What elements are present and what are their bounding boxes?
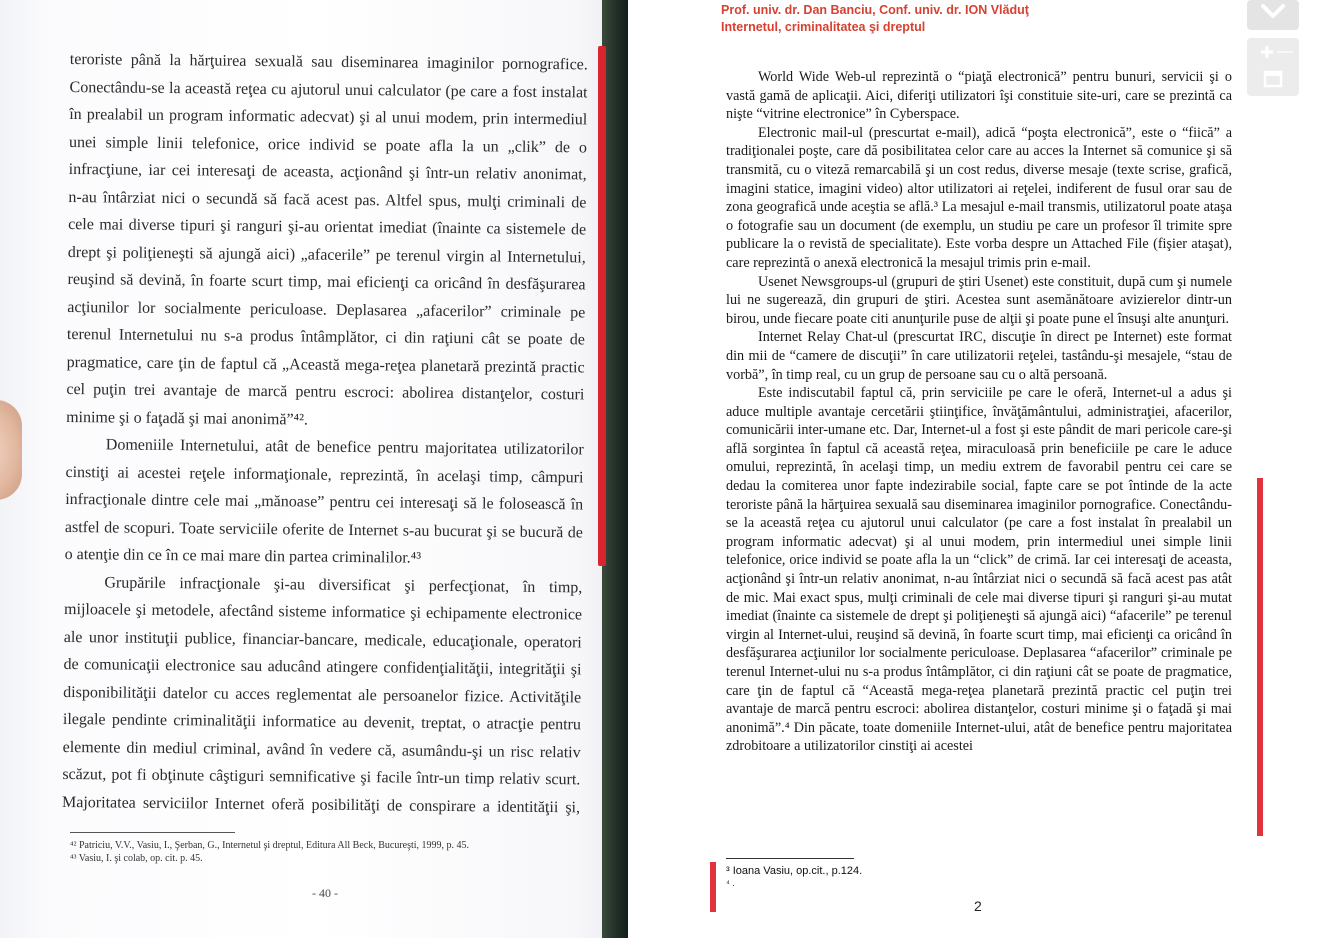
book-footnote: ⁴³ Vasiu, I. şi colab, op. cit. p. 45.: [70, 853, 203, 864]
book-text: [62, 46, 588, 821]
document-body: [726, 68, 1232, 756]
book-line: elemente din mediul criminal, având în vedere că, asumându-şi un risc relativ: [62, 738, 581, 761]
highlight-bar-right: [1257, 478, 1263, 836]
book-line: acţiunilor lor socialmente periculoase. Deplasarea „afacerilor” criminale pe: [67, 298, 586, 321]
collapse-button[interactable]: [1247, 0, 1299, 30]
book-line: ilegale pendinte criminalităţii informatice au devenit, treptat, o atracţie pentru: [62, 710, 582, 734]
book-line: unei simple linii telefonice, orice individ se poate afla la un „clik” de o: [68, 133, 588, 156]
paragraph-email: Electronic mail-ul (prescurtat e-mail), adică “poşta electronică”, este o “fiică” a tradiţionalei poşte, care dă posibilitatea celor care au acces la Internet să comunice şi să transmită, cu o viteză remarcabilă şi un cost redus, diverse mesaje (texte scrise, grafică, imagini statice, imagini video) altor utilizatori ai reţelei, indiferent de fusul orar sau de zona geografică unde aceştia se află.³ La mesajul e-mail transmis, utilizatorul poate ataşa o fotografie sau un document (de exemplu, un studiu pe care un profesor îl trimite spre publicare la o revistă de specialitate). Este vorba despre un Attached File (fişier ataşat), care reprezintă o anexă electronică la mesajul trimis prin e-mail.: [726, 124, 1232, 271]
book-line: reuşind să devină, în foarte scurt timp, mai eficienţi ca oricând în desfăşurarea: [67, 270, 586, 294]
side-toolbar: [1247, 38, 1299, 96]
paragraph-irc: Internet Relay Chat-ul (prescurtat IRC, discuţie în direct pe Internet) este format din mii de “camere de discuţii” în care utilizatorii reţelei, tastându-şi mesajele, “stau de vorbă”, în timp real, cu un grup de persoane sau cu o altă persoană.: [726, 329, 1232, 383]
book-footnotes: [70, 832, 570, 865]
paragraph-usenet: Usenet Newsgroups-ul (grupuri de ştiri Usenet) este constituit, după cum şi numele lui ne sugerează, din grupuri de ştiri. Acestea sunt asemănătoare avizierelor dintr-un birou, unde fiecare poate citi anunţurile puse de alţii şi poate pune el însuşi alte anunţuri.: [726, 273, 1232, 327]
highlight-bar-footnote: [710, 862, 716, 912]
book-line: cele mai diverse tipuri şi ranguri şi-au orientat imediat (înainte ca sistemele de: [68, 215, 587, 239]
book-footnote: ⁴² Patriciu, V.V., Vasiu, I., Şerban, G., Internetul şi dreptul, Editura All Beck, Bucureşti, 1999, p. 45.: [70, 840, 470, 851]
book-line: o atenţie din ce în ce mai mare din partea criminalilor.⁴³: [64, 545, 422, 567]
running-header: [721, 2, 1029, 36]
book-line: de comunicaţii electronice sau aducând atingere confidenţialităţii, integrităţii şi: [63, 655, 582, 679]
book-line: n-au întârziat nici o secundă să facă acest pas. Altfel spus, mulţi criminali de: [68, 188, 587, 211]
header-title: Internetul, criminalitatea şi dreptul: [721, 20, 926, 34]
window-icon[interactable]: [1247, 66, 1299, 94]
book-line: Conectându-se la această reţea cu ajutorul unui calculator (pe care a fost instalat: [69, 78, 588, 101]
page-number: 2: [974, 898, 982, 914]
book-line: minime şi o faţadă şi mai anonimă”⁴².: [66, 408, 309, 429]
footnote-rule: [70, 832, 235, 833]
chevron-down-icon: [1247, 0, 1299, 30]
footnote-rule: [726, 858, 854, 859]
book-line: pragmatice, care ţin de faptul că „Această mega-reţea planetară prezintă practic: [66, 353, 585, 376]
book-line: drept şi poliţieneşti să ajungă aici) „afacerile” pe terenul virgin al Internetului,: [67, 243, 586, 266]
book-line: cel puţin trei avantaje de marcă pentru escroci: abolirea distanţelor, costuri: [66, 380, 585, 404]
thumb: [0, 400, 22, 500]
book-line: astfel de scopuri. Toate serviciile oferite de Internet s-au bucurat şi se bucură de: [64, 518, 584, 541]
book-line: Domeniile Internetului, atât de benefice pentru majoritatea utilizatorilor: [105, 436, 584, 459]
header-authors: Prof. univ. dr. Dan Banciu, Conf. univ. dr. ION Vlăduţ: [721, 3, 1029, 17]
book-line: teroriste până la hărţuirea sexuală sau diseminarea imaginilor pornografice.: [69, 50, 588, 74]
book-line: terenul Internetului nu s-a produs întâmplător, ci din raţiuni cât se poate de: [66, 325, 586, 349]
book-line: scăzut, pot fi obţinute câştiguri semnificative şi facile într-un timp relativ scurt.: [62, 765, 581, 789]
book-line: mijloacele şi metodele, afectând sisteme informatice şi echipamente electronice: [64, 600, 583, 624]
plus-icon[interactable]: [1247, 40, 1299, 64]
book-line: Grupările infracţionale şi-au diversificat şi perfecţionat, în timp,: [104, 573, 583, 596]
footnote-4: ⁴ .: [726, 878, 735, 888]
book-line: Majoritatea serviciilor Internet oferă posibilităţi de conspirare a identităţii şi,: [61, 793, 581, 816]
paragraph-dangers: Este indiscutabil faptul că, prin serviciile pe care le oferă, Internet-ul a adus şi aduce multiple avantaje cercetării ştiinţifice, învăţământului, administraţiei, afacerilor, comunicării inter-umane etc. Dar, Internet-ul a fost şi este pândit de mari pericole care-şi află sorgintea în faptul că această reţea, miraculoasă prin beneficiile pe care le aduce omului, reprezintă, în acelaşi timp, un mediu extrem de favorabil pentru cei care se dedau la comiterea unor fapte indezirabile social, fapte care se pot întinde de la acte teroriste până la hărţuirea sexuală sau diseminarea imaginilor pornografice. Conectându-se la această reţea cu ajutorul unui calculator (pe care a fost instalat în prealabil un program informatic adecvat) şi al unui modem, prin intermediul unei simple linii telefonice, orice individ se poate afla la un “click” de crimă. Iar cei interesaţi de aceasta, acţionând şi într-un relativ anonimat, n-au întârziat nici o secundă să facă acest pas atât de mic. Mai exact spus, mulţi criminali de cele mai diverse tipuri şi ranguri şi-au mutat imediat (înainte ca sistemele de drept şi poliţieneşti să ajungă aici) “afacerile” pe terenul virgin al Internet-ului, reuşind să devină, în foarte scurt timp, mai eficienţi ca oricând în desfăşurarea acţiunilor lor socialmente periculoase. Deplasarea “afacerilor” criminale pe terenul Internet-ului nu s-a produs întâmplător, ci din raţiuni cât se poate de pragmatice, care ţin de faptul că “Această mega-reţea planetară prezintă practic cel puţin trei avantaje de marcă pentru escroci: abolirea distanţelor, costuri minime şi o faţadă şi mai anonimă”.⁴ Din păcate, toate domeniile Internet-ului, atât de benefice pentru majoritatea zdrobitoare a utilizatorilor cinstiţi ai acestei: [726, 385, 1232, 755]
book-line: infracţiune, iar cei interesaţi de aceasta, acţionând şi într-un relativ anonimat,: [68, 160, 587, 184]
book-line: infracţionale dintre cele mai „mănoase” pentru cei interesaţi să le folosească în: [65, 490, 584, 514]
book-page-number: - 40 -: [312, 886, 338, 900]
book-line: ale unor instituţii publice, financiar-bancare, medicale, educaţionale, operatori: [63, 628, 582, 651]
book-line: disponibilităţii datelor cu acces reglementat ale persoanelor fizice. Activităţile: [63, 683, 582, 706]
book-page-photo: [0, 0, 628, 938]
document-page: [628, 0, 1318, 938]
book-line: în prealabil un program informatic adecvat) şi al unui modem, prin intermediul: [69, 105, 588, 129]
footnote-3: ³ Ioana Vasiu, op.cit., p.124.: [726, 865, 863, 877]
book-line: cinstiţi ai acestei reţele informaţionale, reprezintă, în acelaşi timp, câmpuri: [65, 463, 584, 486]
highlight-bar-left: [598, 46, 606, 566]
paragraph-www: World Wide Web-ul reprezintă o “piaţă electronică” pentru bunuri, servicii şi o vastă gamă de aplicaţii. Aici, diferiţi utilizatori îşi constituie site-uri, care se prezintă ca nişte “vitrine electronice” în Cyberspace.: [726, 69, 1232, 123]
